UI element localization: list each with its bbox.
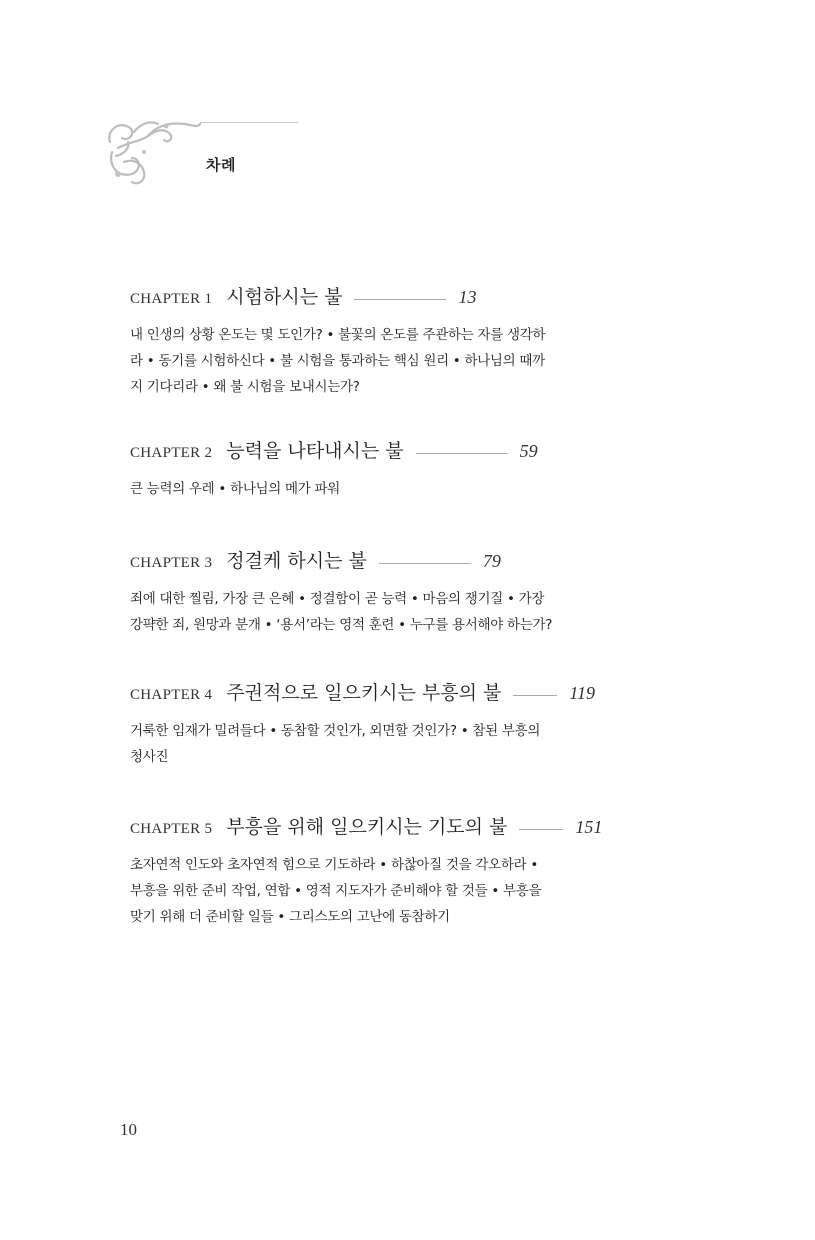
chapter-heading [130,678,635,708]
chapter-heading [130,436,635,466]
chapter-contents [130,586,635,638]
contents-line: 부흥을 위한 준비 작업, 연합 • 영적 지도자가 준비해야 할 것들 • 부흥을 [130,883,542,899]
header-rule [200,122,298,123]
chapter-title: 시험하시는 불 [226,286,343,308]
contents-line: 내 인생의 상황 온도는 몇 도인가? • 불꽃의 온도를 주관하는 자를 생각하 [130,327,546,343]
chapter-heading [130,282,635,312]
contents-line: 죄에 대한 찔림, 가장 큰 은혜 • 정결함이 곧 능력 • 마음의 쟁기질 • 가장 [130,591,545,607]
chapter-page-number: 13 [458,287,477,307]
chapter-page-number: 79 [482,551,501,571]
contents-line: 라 • 동기를 시험하신다 • 불 시험을 통과하는 핵심 원리 • 하나님의 때까 [130,353,545,369]
page-number: 10 [120,1120,137,1139]
chapter-title: 주권적으로 일으키시는 부흥의 불 [226,682,502,704]
contents-line: 거룩한 임재가 밀려들다 • 동참할 것인가, 외면할 것인가? • 참된 부흥의 [130,723,541,739]
contents-line: 강퍅한 죄, 원망과 분개 • ‘용서’라는 영적 훈련 • 누구를 용서해야 하는가? [130,617,553,633]
chapter-title: 부흥을 위해 일으키시는 기도의 불 [226,816,508,838]
leader-rule [354,299,446,300]
toc-chapter-3 [130,546,635,638]
chapter-contents [130,322,635,400]
chapter-title: 정결케 하시는 불 [226,550,367,572]
contents-line: 큰 능력의 우레 • 하나님의 메가 파워 [130,481,340,497]
toc-chapter-5 [130,812,635,930]
leader-rule [513,695,557,696]
contents-line: 초자연적 인도와 초자연적 힘으로 기도하라 • 하찮아질 것을 각오하라 • [130,857,538,873]
flourish-ornament-icon [104,112,214,192]
chapter-page-number: 151 [575,817,603,837]
chapter-label: CHAPTER 5 [130,821,213,837]
chapter-title: 능력을 나타내시는 불 [226,440,404,462]
contents-line: 지 기다리라 • 왜 불 시험을 보내시는가? [130,379,360,395]
chapter-contents [130,718,635,770]
toc-chapter-1 [130,282,635,400]
leader-rule [519,829,563,830]
leader-rule [416,453,508,454]
chapter-label: CHAPTER 4 [130,687,213,703]
contents-line: 청사진 [130,749,169,765]
page-title: 차례 [206,156,236,174]
chapter-page-number: 59 [519,441,538,461]
chapter-page-number: 119 [569,683,596,703]
chapter-heading [130,546,635,576]
chapter-label: CHAPTER 1 [130,291,213,307]
chapter-contents [130,476,635,502]
leader-rule [379,563,471,564]
chapter-contents [130,852,635,930]
contents-line: 맞기 위해 더 준비할 일들 • 그리스도의 고난에 동참하기 [130,909,450,925]
toc-chapter-4 [130,678,635,770]
toc-chapter-2 [130,436,635,502]
chapter-label: CHAPTER 3 [130,555,213,571]
chapter-label: CHAPTER 2 [130,445,213,461]
chapter-heading [130,812,635,842]
